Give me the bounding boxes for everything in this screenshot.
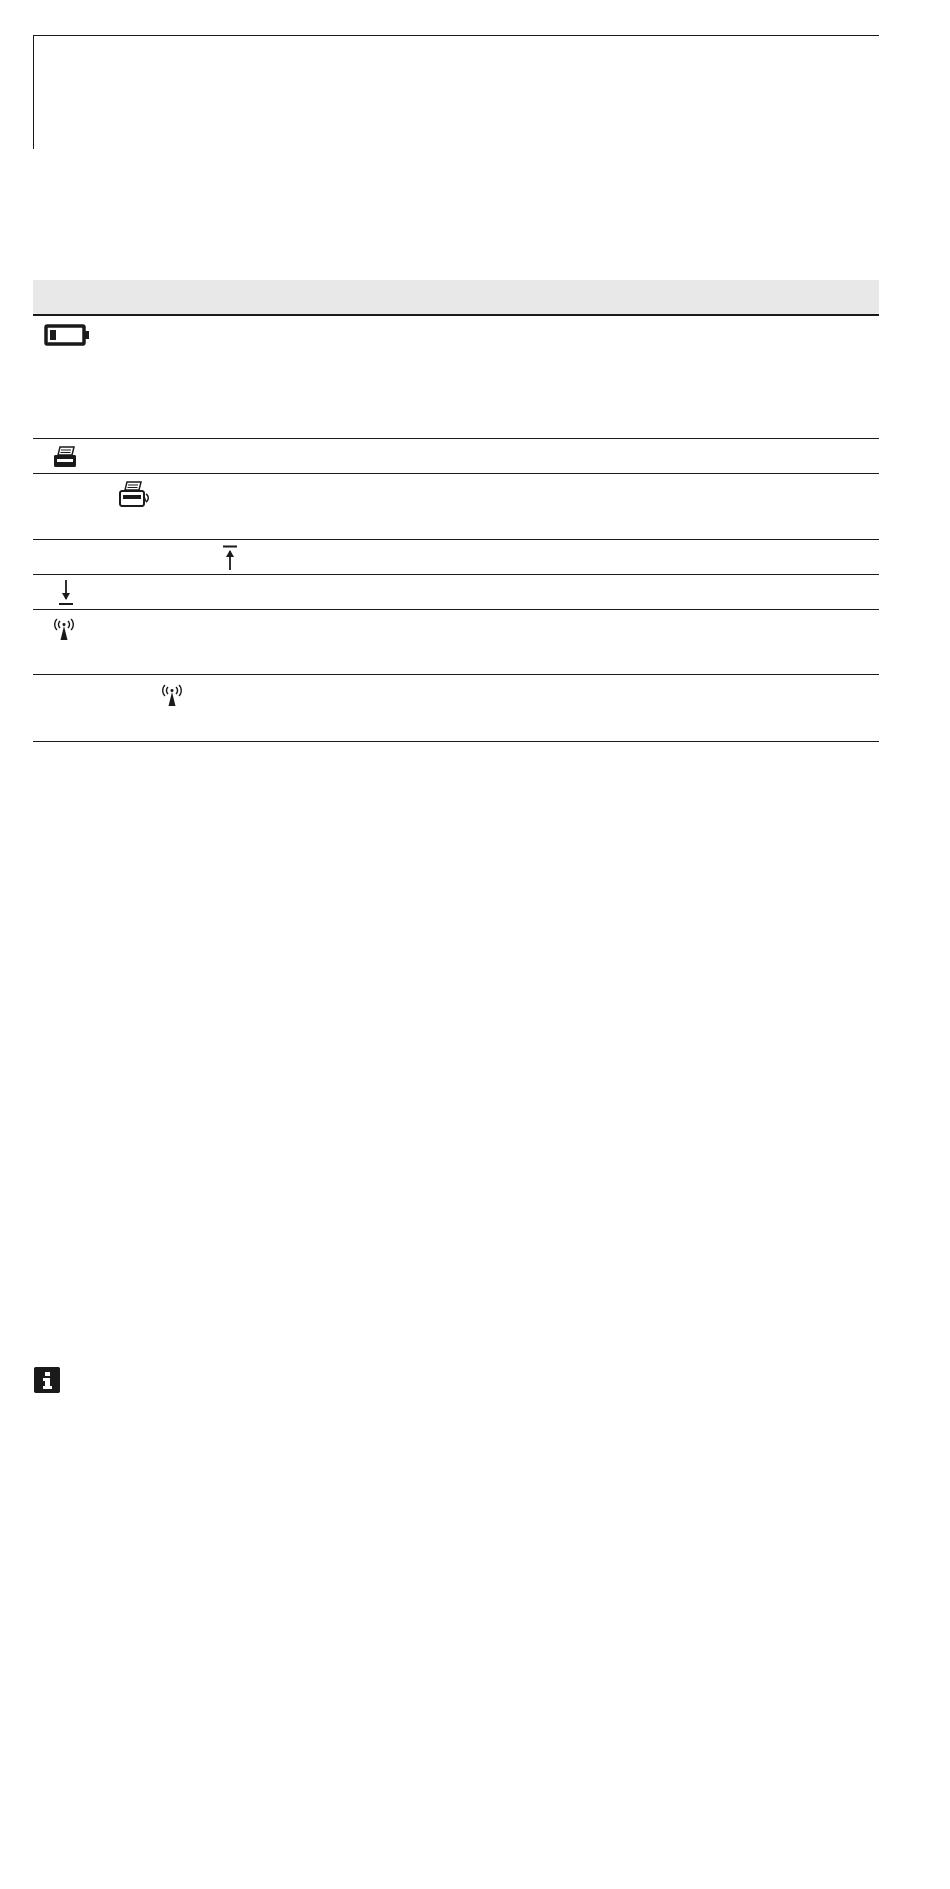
wireless-antenna-icon [159,683,185,707]
table-header [33,280,879,316]
status-icon-table [33,280,879,742]
table-row-antenna [33,610,879,675]
table-row-battery [33,316,879,439]
table-row-printer [33,439,879,474]
table-row-arrow-up [33,540,879,575]
printer-feed-icon [118,480,152,510]
info-icon [34,1367,60,1393]
arrow-down-to-line-icon [58,580,74,606]
arrow-up-to-line-icon [222,545,238,571]
table-row-arrow-down [33,575,879,610]
table-row-printer-feed [33,474,879,540]
table-row-antenna-detail [33,675,879,742]
page-frame-corner [33,35,879,149]
printer-icon [53,445,77,469]
battery-low-icon [44,323,90,347]
wireless-antenna-icon [51,617,77,641]
